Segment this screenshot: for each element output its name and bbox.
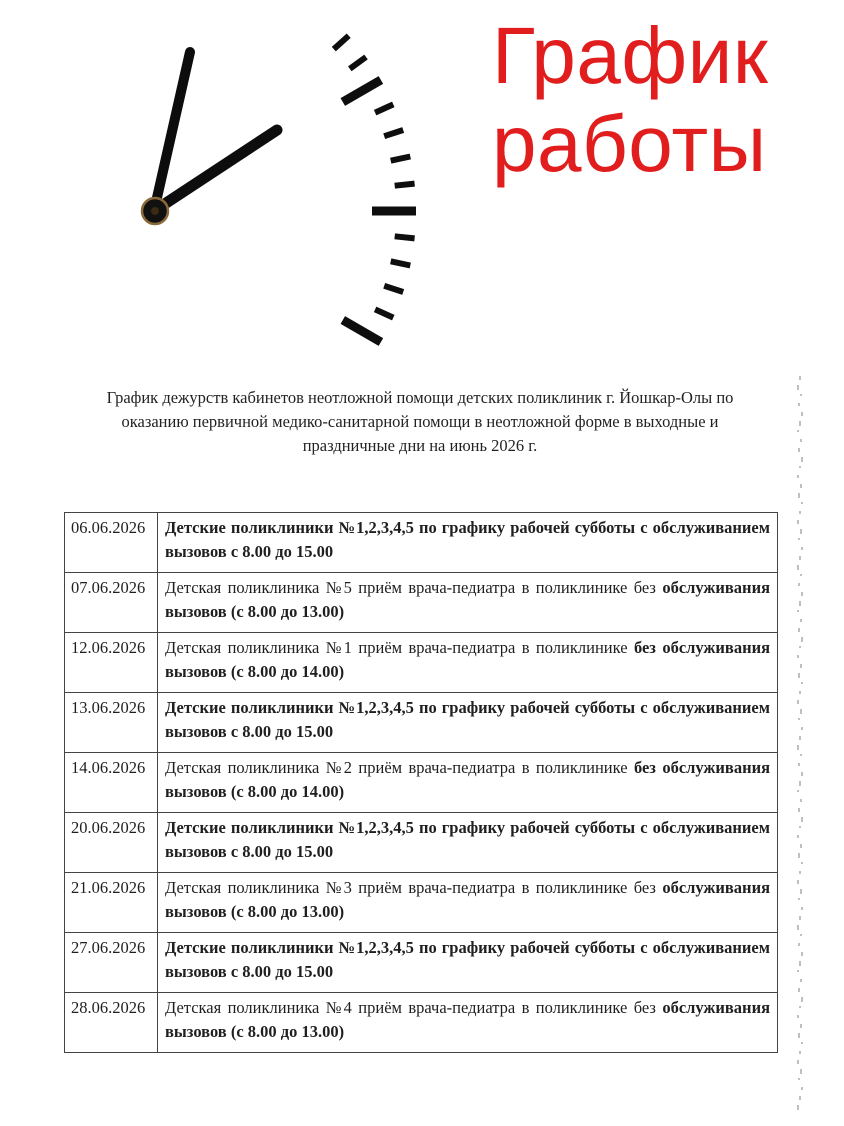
- table-row: [65, 933, 778, 993]
- schedule-date: 28.06.2026: [65, 993, 158, 1053]
- schedule-description: [158, 993, 778, 1053]
- description-regular-text: Детская поликлиника №2 приём врача-педиатра в поликлинике: [165, 758, 634, 777]
- description-bold-text: Детские поликлиники №1,2,3,4,5 по графику рабочей субботы с обслуживанием вызовов с 8.00 до 15.00: [165, 818, 770, 861]
- schedule-description: [158, 813, 778, 873]
- schedule-description: [158, 633, 778, 693]
- description-bold-text: без обслуживания вызовов (с 8.00 до 14.00): [165, 638, 771, 681]
- schedule-description: [158, 933, 778, 993]
- description-bold-text: обслуживания вызовов (с 8.00 до 13.00): [165, 878, 770, 921]
- clock-dial-ticks: [334, 36, 416, 342]
- schedule-date: 06.06.2026: [65, 513, 158, 573]
- schedule-date: 27.06.2026: [65, 933, 158, 993]
- table-row: [65, 813, 778, 873]
- schedule-description: [158, 753, 778, 813]
- schedule-intro: [60, 386, 780, 458]
- table-row: [65, 873, 778, 933]
- description-bold-text: обслуживания вызовов (с 8.00 до 13.00): [165, 578, 770, 621]
- description-bold-text: без обслуживания вызовов (с 8.00 до 14.00): [165, 758, 771, 801]
- schedule-date: 21.06.2026: [65, 873, 158, 933]
- clock-minute-tick: [395, 236, 415, 238]
- clock-hour-tick: [343, 320, 381, 342]
- clock-minute-tick: [391, 157, 411, 161]
- schedule-description: [158, 513, 778, 573]
- page-headline: [492, 12, 832, 188]
- description-bold-text: Детские поликлиники №1,2,3,4,5 по графику рабочей субботы с обслуживанием вызовов с 8.00 до 15.00: [165, 518, 770, 561]
- schedule-description: [158, 873, 778, 933]
- clock-minute-tick: [350, 57, 366, 69]
- clock-minute-tick: [391, 261, 411, 265]
- description-regular-text: Детская поликлиника №5 приём врача-педиатра в поликлинике без: [165, 578, 663, 597]
- clock-minute-tick: [395, 184, 415, 186]
- description-regular-text: Детская поликлиника №1 приём врача-педиатра в поликлинике: [165, 638, 634, 657]
- intro-line-1: График дежурств кабинетов неотложной помощи детских поликлиник г. Йошкар-Олы по: [106, 388, 734, 407]
- schedule-date: 14.06.2026: [65, 753, 158, 813]
- intro-line-3: праздничные дни на июнь 2026 г.: [302, 436, 538, 455]
- table-row: [65, 573, 778, 633]
- schedule-date: 20.06.2026: [65, 813, 158, 873]
- schedule-date: 07.06.2026: [65, 573, 158, 633]
- scan-edge-artifact: [793, 370, 807, 1110]
- headline-line-2: работы: [492, 99, 767, 188]
- duty-schedule-table: [64, 512, 778, 1053]
- description-bold-text: обслуживания вызовов (с 8.00 до 13.00): [165, 998, 770, 1041]
- clock-hour-tick: [343, 80, 381, 102]
- intro-line-2: оказанию первичной медико-санитарной помощи в неотложной форме в выходные и: [121, 412, 719, 431]
- table-row: [65, 633, 778, 693]
- wall-clock-icon: [70, 30, 430, 360]
- table-row: [65, 513, 778, 573]
- headline-line-1: График: [492, 11, 769, 100]
- clock-minute-tick: [334, 36, 349, 49]
- schedule-description: [158, 573, 778, 633]
- schedule-date: 13.06.2026: [65, 693, 158, 753]
- schedule-date: 12.06.2026: [65, 633, 158, 693]
- clock-minute-tick: [375, 104, 393, 112]
- description-regular-text: Детская поликлиника №3 приём врача-педиатра в поликлинике без: [165, 878, 663, 897]
- description-bold-text: Детские поликлиники №1,2,3,4,5 по графику рабочей субботы с обслуживанием вызовов с 8.00 до 15.00: [165, 938, 770, 981]
- schedule-description: [158, 693, 778, 753]
- table-row: [65, 753, 778, 813]
- table-row: [65, 693, 778, 753]
- clock-minute-tick: [384, 286, 403, 292]
- description-regular-text: Детская поликлиника №4 приём врача-педиатра в поликлинике без: [165, 998, 663, 1017]
- clock-minute-tick: [375, 309, 393, 317]
- clock-minute-tick: [384, 130, 403, 136]
- description-bold-text: Детские поликлиники №1,2,3,4,5 по графику рабочей субботы с обслуживанием вызовов с 8.00 до 15.00: [165, 698, 770, 741]
- table-row: [65, 993, 778, 1053]
